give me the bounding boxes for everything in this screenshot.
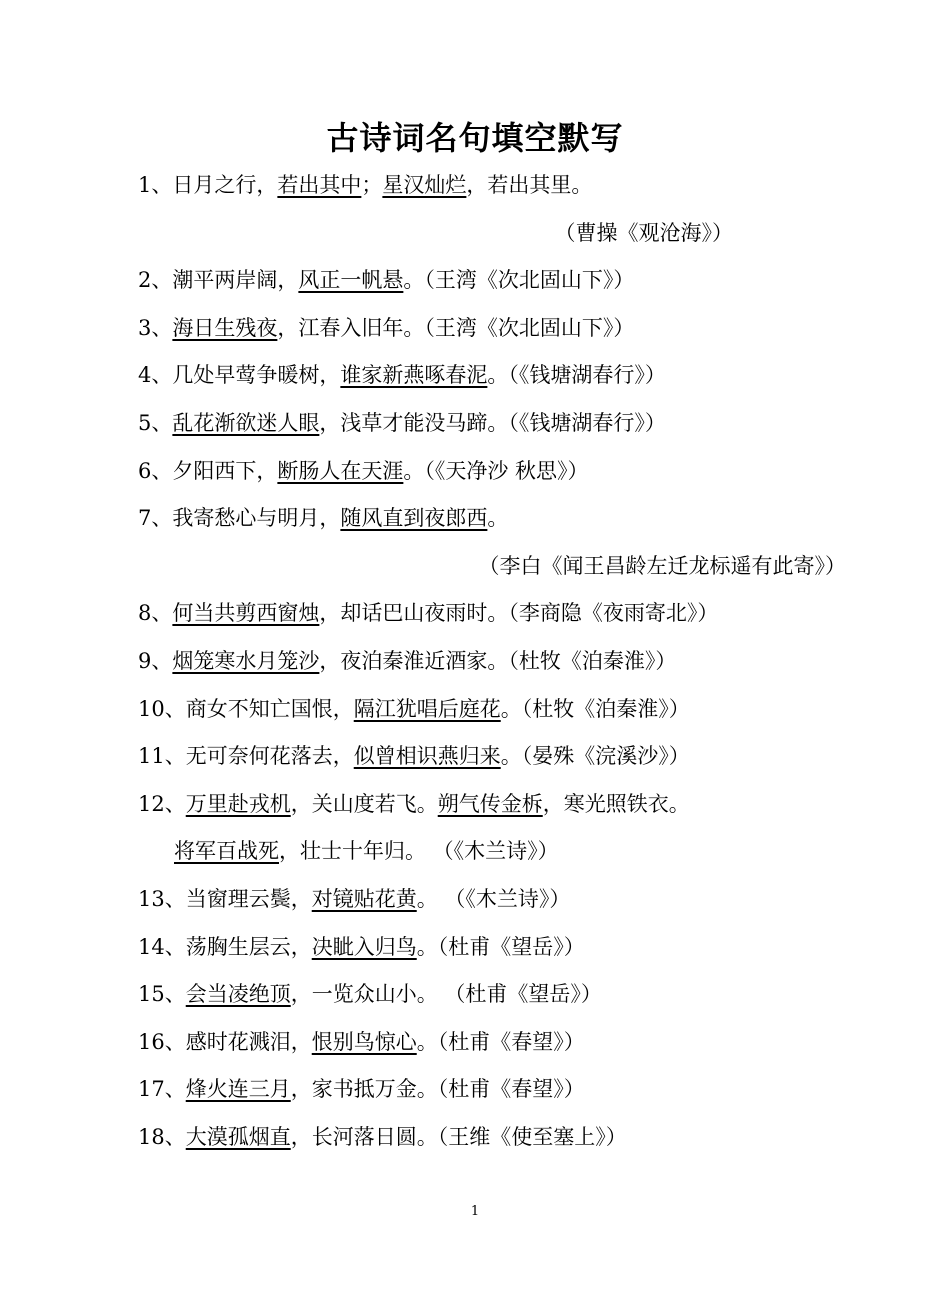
poem-line [138, 1114, 828, 1162]
answer-blank: 断肠人在天涯 [277, 458, 404, 483]
line-text: 4、几处早莺争暖树， [138, 363, 341, 388]
poem-line [138, 828, 828, 876]
answer-blank: 烽火连三月 [185, 1077, 291, 1102]
line-text: 6、夕阳西下， [138, 458, 278, 483]
line-text: 13、当窗理云鬓， [138, 886, 312, 911]
line-text: 1、日月之行， [138, 173, 278, 197]
poem-line [138, 1019, 828, 1067]
poem-line [138, 638, 828, 686]
line-text: ； [361, 173, 383, 197]
line-text: 3、 [138, 315, 173, 340]
answer-blank: 星汉灿烂 [382, 173, 467, 197]
line-text: 16、感时花溅泪， [138, 1029, 312, 1054]
poem-line [138, 590, 828, 638]
line-text: 。 （《木兰诗》） [416, 886, 571, 911]
answer-blank: 海日生残夜 [172, 315, 278, 340]
line-text: 。（晏殊《浣溪沙》） [500, 744, 690, 769]
line-text: ，关山度若飞。 [290, 791, 438, 816]
line-text: 。（杜牧《泊秦淮》） [500, 696, 690, 721]
line-text: 。（杜甫《春望》） [416, 1029, 585, 1054]
line-text: 8、 [138, 601, 173, 626]
line-text: 12、 [138, 791, 186, 816]
poem-line [138, 495, 828, 543]
answer-blank: 谁家新燕啄春泥 [340, 363, 488, 388]
poem-line [138, 400, 828, 448]
line-text: 9、 [138, 648, 173, 673]
line-text: 。（杜甫《望岳》） [416, 934, 585, 959]
answer-blank: 何当共剪西窗烛 [172, 601, 320, 626]
line-text: ，江春入旧年。（王湾《次北固山下》） [277, 315, 635, 340]
line-text: 。（《钱塘湖春行》） [487, 363, 666, 388]
line-text: ，若出其里。 [466, 173, 593, 197]
line-text: 17、 [138, 1077, 186, 1102]
poem-line [138, 971, 828, 1019]
poem-line [138, 876, 828, 924]
answer-blank: 会当凌绝顶 [185, 982, 291, 1007]
line-text: ，家书抵万金。（杜甫《春望》） [290, 1077, 585, 1102]
answer-blank: 似曾相识燕归来 [353, 744, 501, 769]
poem-lines [138, 162, 846, 1161]
line-text: （曹操《观沧海》） [554, 220, 733, 245]
answer-blank: 隔江犹唱后庭花 [353, 696, 501, 721]
poem-line [138, 781, 828, 829]
line-text: 11、无可奈何花落去， [138, 744, 354, 769]
line-text: 。（王湾《次北固山下》） [403, 268, 635, 293]
poem-line [138, 1066, 828, 1114]
line-text: 10、商女不知亡国恨， [138, 696, 354, 721]
answer-blank: 将军百战死 [174, 839, 279, 864]
line-text: 5、 [138, 410, 173, 435]
line-text: 14、荡胸生层云， [138, 934, 312, 959]
answer-blank: 对镜贴花黄 [311, 886, 417, 911]
answer-blank: 烟笼寒水月笼沙 [172, 648, 320, 673]
line-text: 7、我寄愁心与明月， [138, 506, 341, 531]
line-text: 。 [487, 506, 509, 531]
answer-blank: 乱花渐欲迷人眼 [172, 410, 320, 435]
line-text: ，寒光照铁衣。 [542, 791, 690, 816]
line-text: ，浅草才能没马蹄。（《钱塘湖春行》） [319, 410, 666, 435]
poem-line [138, 686, 828, 734]
poem-line [138, 162, 828, 210]
line-text: ，壮士十年归。 （《木兰诗》） [279, 839, 559, 864]
poem-line [138, 924, 828, 972]
line-text: ，夜泊秦淮近酒家。（杜牧《泊秦淮》） [319, 648, 677, 673]
page-number: 1 [470, 1204, 480, 1219]
source-line [138, 210, 828, 258]
page-title: 古诗词名句填空默写 [326, 119, 624, 157]
answer-blank: 万里赴戎机 [185, 791, 291, 816]
line-text: 18、 [138, 1124, 186, 1149]
line-text: （李白《闻王昌龄左迁龙标遥有此寄》） [478, 553, 846, 578]
line-text: ，长河落日圆。（王维《使至塞上》） [290, 1124, 627, 1149]
poem-line [138, 448, 828, 496]
line-text: 2、潮平两岸阔， [138, 268, 299, 293]
line-text: 。（《天净沙 秋思》） [403, 458, 589, 483]
line-text: 15、 [138, 982, 186, 1007]
source-line [138, 543, 846, 591]
answer-blank: 随风直到夜郎西 [340, 506, 488, 531]
poem-line [138, 257, 828, 305]
line-text: ，却话巴山夜雨时。（李商隐《夜雨寄北》） [319, 601, 719, 626]
line-text: ，一览众山小。 （杜甫《望岳》） [290, 982, 602, 1007]
poem-line [138, 733, 828, 781]
answer-blank: 恨别鸟惊心 [311, 1029, 417, 1054]
poem-line [138, 352, 828, 400]
answer-blank: 风正一帆悬 [298, 268, 404, 293]
answer-blank: 朔气传金柝 [437, 791, 543, 816]
answer-blank: 若出其中 [277, 173, 362, 197]
answer-blank: 决眦入归鸟 [311, 934, 417, 959]
poem-line [138, 305, 828, 353]
answer-blank: 大漠孤烟直 [185, 1124, 291, 1149]
